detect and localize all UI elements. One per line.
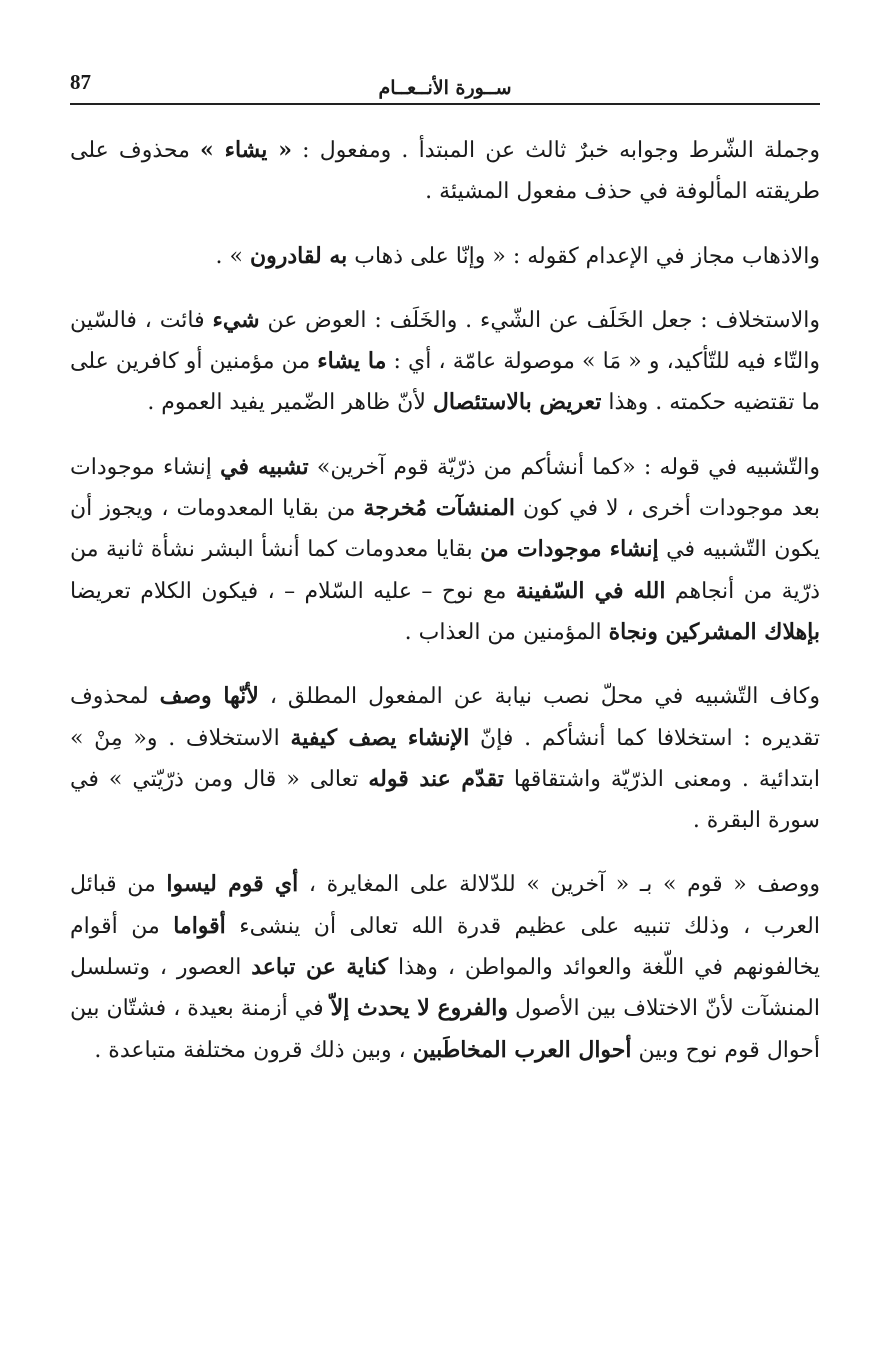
paragraph-text: بقايا معدومات كما أنشأ البشر نشأة ثانية من ذرّية من أنجاهم (70, 537, 820, 604)
paragraph-text: المؤمنين من العذاب . (404, 619, 609, 645)
paragraph-text: من قبائل العرب ، وذلك تنبيه على عظيم قدرة الله تعالى أن ينشىء (70, 872, 820, 939)
page-header (70, 62, 820, 104)
paragraph (70, 130, 820, 213)
paragraph-text: وكاف التّشبيه في محلّ نصب نيابة عن المفعول المطلق ، (258, 684, 820, 710)
emphasized-text: أحوال العرب المخاطَبين (412, 1036, 632, 1063)
paragraph-text: لأنّ ظاهر الضّمير يفيد العموم . (147, 390, 433, 416)
paragraph-text: في أزمنة بعيدة ، فشتّان بين أحوال قوم نوح وبين (70, 996, 820, 1063)
emphasized-text: تعريض بالاستئصال (432, 389, 602, 416)
emphasized-text: به لقادرون (249, 242, 348, 269)
paragraph-text: وجملة الشّرط وجوابه خبرٌ ثالث عن المبتدأ . ومفعول : (292, 138, 820, 163)
emphasized-text: كناية عن تباعد (251, 954, 389, 981)
paragraph (70, 447, 820, 653)
paragraph-text: والتّشبيه في قوله : «كما أنشأكم من ذرّيّة قوم آخرين» (308, 454, 820, 480)
paragraph-text: من مؤمنين أو كافرين على ما تقتضيه حكمته . وهذا (70, 349, 820, 416)
emphasized-text: والفروع لا يحدث إلاّ (330, 995, 508, 1022)
emphasized-text: المنشآت مُخرجة (363, 495, 515, 522)
emphasized-text: إنشاء موجودات من (480, 536, 659, 563)
paragraph (70, 300, 820, 424)
emphasized-text: تقدّم عند قوله (368, 765, 504, 792)
page-number: 87 (70, 70, 91, 94)
paragraph-text: من أقوام يخالفونهم في اللّغة والعوائد والمواطن ، وهذا (70, 913, 820, 981)
paragraph-text: والاستخلاف : جعل الخَلَف عن الشّيء . والخَلَف : العوض عن (259, 307, 820, 333)
emphasized-text: شيء (212, 306, 260, 333)
emphasized-text: الله في السّفينة (515, 577, 666, 604)
paragraph-text: والاذهاب مجاز في الإعدام كقوله : « وإنّا على ذهاب (347, 243, 820, 269)
paragraph-text: محذوف على طريقته المألوفة في حذف مفعول المشيئة . (70, 138, 820, 205)
body-text (70, 130, 820, 1094)
paragraph-text: لمحذوف تقديره : استخلافا كما أنشأكم . فإنّ (70, 684, 820, 751)
emphasized-text: « يشاء » (200, 137, 293, 163)
paragraph-text: » . (215, 243, 250, 269)
running-title: ســورة الأنــعــام (378, 77, 512, 99)
emphasized-text: ما يشاء (317, 348, 387, 375)
emphasized-text: الإنشاء يصف كيفية (290, 724, 470, 751)
paragraph-text: تعالى « قال ومن ذرّيّتي » في سورة البقرة . (70, 766, 820, 834)
emphasized-text: تشبيه في (220, 453, 309, 480)
emphasized-text: بإهلاك المشركين ونجاة (608, 618, 820, 645)
paragraph-text: مع نوح – عليه السّلام – ، فيكون الكلام تعريضا (70, 578, 516, 604)
emphasized-text: أي قوم ليسوا (166, 871, 299, 898)
paragraph-text: ووصف « قوم » بـ « آخرين » للدّلالة على المغايرة ، (298, 872, 820, 898)
emphasized-text: أقواما (173, 912, 226, 939)
paragraph (70, 236, 820, 277)
header-rule (70, 103, 820, 105)
paragraph-text: فائت ، فالسّين والتّاء فيه للتّأكيد، و « مَا » موصولة عامّة ، أي : (70, 307, 820, 375)
paragraph-text: العصور ، وتسلسل المنشآت لأنّ الاختلاف بين الأصول (70, 955, 820, 1022)
paragraph (70, 864, 820, 1070)
paragraph-text: إنشاء موجودات بعد موجودات أخرى ، لا في كون (70, 454, 820, 522)
paragraph-text: ، وبين ذلك قرون مختلفة متباعدة . (94, 1037, 413, 1063)
paragraph-text: من بقايا المعدومات ، ويجوز أن يكون التّشبيه في (70, 496, 820, 563)
paragraph-text: الاستخلاف . و« مِنْ » ابتدائية . ومعنى الذرّيّة واشتقاقها (70, 725, 820, 792)
paragraph (70, 676, 820, 841)
emphasized-text: لأنّها وصف (159, 683, 259, 710)
